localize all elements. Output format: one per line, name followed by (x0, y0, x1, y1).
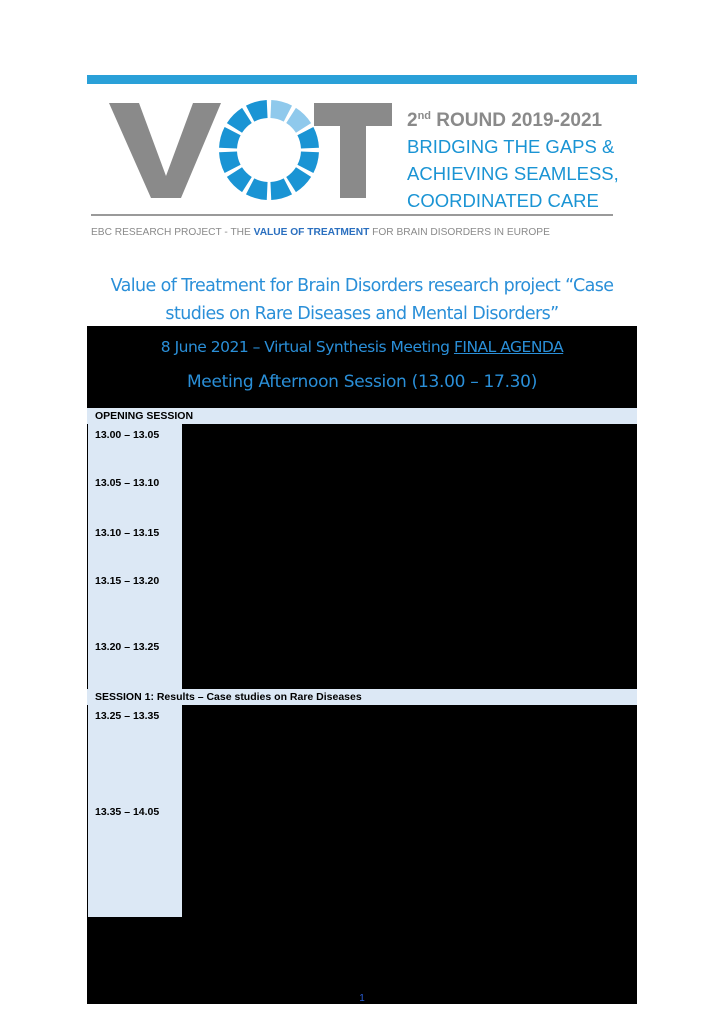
logo-ring-segment (297, 127, 319, 149)
logo-ring-segment (246, 100, 268, 122)
round-heading (407, 104, 632, 214)
session1-header: SESSION 1: Results – Case studies on Rare Diseases (87, 689, 637, 705)
logo-ring-segment (270, 178, 292, 200)
ebc-tagline: EBC RESEARCH PROJECT - THE VALUE OF TREATMENT FOR BRAIN DISORDERS IN EUROPE (91, 227, 550, 238)
agenda-page (87, 75, 637, 1004)
round-line-3: COORDINATED CARE (407, 190, 599, 211)
top-accent-bar (87, 75, 637, 84)
logo-ring-segment (219, 151, 241, 173)
logo-ring-segment (297, 151, 319, 173)
vot-logo (109, 98, 399, 203)
round-line-1: BRIDGING THE GAPS & (407, 136, 615, 157)
time-slot: 13.20 – 13.25 (88, 636, 182, 689)
logo-ring-segment (286, 108, 311, 133)
round-title: 2nd ROUND 2019-2021 (407, 110, 603, 131)
time-slot: 13.35 – 14.05 (88, 801, 182, 917)
banner-divider (91, 214, 613, 216)
logo-ring-segment (270, 100, 292, 122)
opening-session-header: OPENING SESSION (87, 408, 637, 424)
logo-ring-segment (227, 108, 252, 133)
time-slot: 13.25 – 13.35 (88, 705, 182, 801)
logo-ring-segment (219, 127, 241, 149)
logo-ring-segment (286, 167, 311, 192)
logo-ring-segment (227, 167, 252, 192)
logo-ring-segment (246, 178, 268, 200)
time-slot: 13.05 – 13.10 (88, 472, 182, 522)
round-line-2: ACHIEVING SEAMLESS, (407, 163, 619, 184)
meeting-title: Value of Treatment for Brain Disorders research project “Case studies on Rare Diseases and Mental Disorders” (110, 276, 614, 324)
page-number: 1 (359, 993, 365, 1004)
time-slot: 13.10 – 13.15 (88, 522, 182, 570)
time-slot: 13.15 – 13.20 (88, 570, 182, 636)
time-slot: 13.00 – 13.05 (88, 424, 182, 472)
meeting-date: 8 June 2021 – Virtual Synthesis Meeting FINAL AGENDA (160, 338, 564, 356)
session-heading: Meeting Afternoon Session (13.00 – 17.30) (186, 372, 538, 392)
